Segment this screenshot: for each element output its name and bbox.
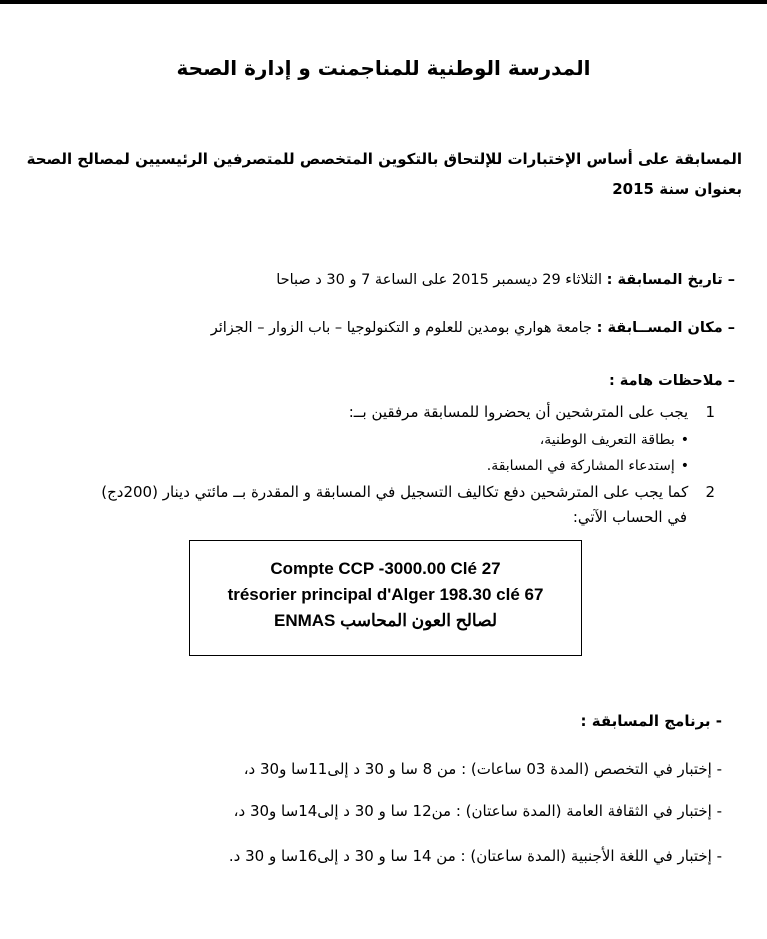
top-border xyxy=(0,0,767,4)
note-item-1 xyxy=(0,403,715,421)
program-item-foreign-language: - إختبار في اللغة الأجنبية (المدة ساعتان) : من 14 سا و 30 د إلى16سا و 30 د. xyxy=(228,847,722,865)
note-text-2: كما يجب على المترشحين دفع تكاليف التسجيل في المسابقة و المقدرة بــ مائتي دينار (200دج) xyxy=(101,483,689,501)
note-text-2-continued: في الحساب الآتي: xyxy=(572,508,687,526)
account-treasurer-line: trésorier principal d'Alger 198.30 clé 67 xyxy=(227,585,544,604)
account-info-box xyxy=(189,540,582,656)
exam-place-row xyxy=(0,320,735,336)
note-number-1: 1 xyxy=(705,403,715,421)
exam-place-label: – مكان المســابقة : xyxy=(596,320,735,336)
program-item-general-culture: - إختبار في الثقافة العامة (المدة ساعتان) : من12 سا و 30 د إلى14سا و30 د، xyxy=(233,802,722,820)
account-ccp-line: Compte CCP -3000.00 Clé 27 xyxy=(270,559,501,578)
bullet-id-card: • بطاقة التعريف الوطنية، xyxy=(0,432,689,448)
account-beneficiary-line: لصالح العون المحاسب ENMAS xyxy=(273,611,498,630)
exam-date-label: – تاريخ المسابقة : xyxy=(606,272,735,288)
notes-heading: – ملاحظات هامة : xyxy=(608,373,735,389)
note-text-1: يجب على المترشحين أن يحضروا للمسابقة مرفقين بــ: xyxy=(348,403,689,421)
exam-date-row xyxy=(0,272,735,288)
subject-line-1: المسابقة على أساس الإختبارات للإلتحاق بالتكوين المتخصص للمتصرفين الرئيسيين لمصالح الصحة xyxy=(26,150,742,168)
note-item-2 xyxy=(0,483,715,501)
page-title: المدرسة الوطنية للمناجمنت و إدارة الصحة xyxy=(176,56,591,80)
subject-line-2: بعنوان سنة 2015 xyxy=(612,180,742,198)
exam-place-value: جامعة هواري بومدين للعلوم و التكنولوجيا – باب الزوار – الجزائر xyxy=(210,320,593,336)
note-number-2: 2 xyxy=(705,483,715,501)
exam-date-value: الثلاثاء 29 ديسمبر 2015 على الساعة 7 و 30 د صباحا xyxy=(276,272,603,288)
program-heading: - برنامج المسابقة : xyxy=(580,712,722,730)
program-item-specialty: - إختبار في التخصص (المدة 03 ساعات) : من 8 سا و 30 د إلى11سا و30 د، xyxy=(243,760,722,778)
bullet-convocation: • إستدعاء المشاركة في المسابقة. xyxy=(0,458,689,474)
